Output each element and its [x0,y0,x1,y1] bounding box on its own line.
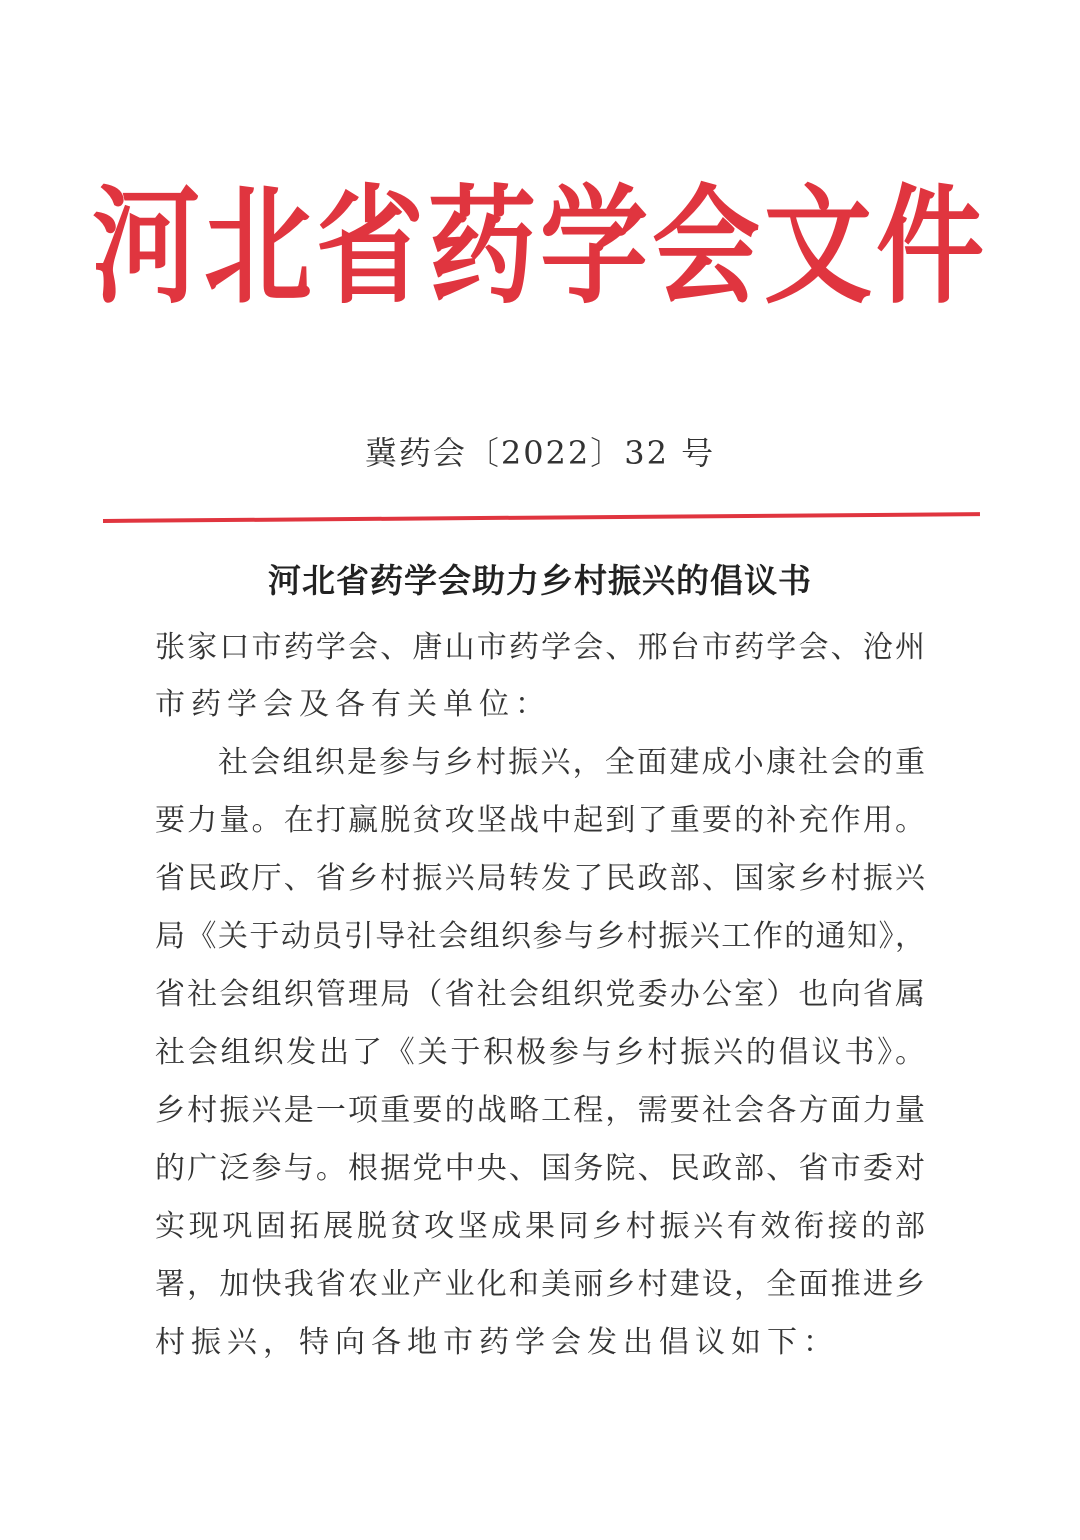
document-title: 河北省药学会助力乡村振兴的倡议书 [268,561,812,600]
document-number: 冀药会〔2022〕32 号 [364,434,716,472]
masthead-title: 河北省药学会文件 [92,171,989,321]
body-line: 市药学会及各有关单位： [155,687,551,722]
red-divider-rule [103,512,980,523]
body-line: 实现巩固拓展脱贫攻坚成果同乡村振兴有效衔接的部 [155,1209,925,1244]
body-line: 署，加快我省农业产业化和美丽乡村建设，全面推进乡 [155,1267,925,1302]
body-line: 的广泛参与。根据党中央、国务院、民政部、省市委对 [155,1151,925,1186]
body-line: 张家口市药学会、唐山市药学会、邢台市药学会、沧州 [155,630,925,665]
body-line: 社会组织发出了《关于积极参与乡村振兴的倡议书》。 [155,1035,925,1070]
body-line: 社会组织是参与乡村振兴，全面建成小康社会的重 [218,745,925,780]
body-line: 省民政厅、省乡村振兴局转发了民政部、国家乡村振兴 [155,861,925,896]
body-line: 乡村振兴是一项重要的战略工程，需要社会各方面力量 [155,1093,925,1128]
body-line: 局《关于动员引导社会组织参与乡村振兴工作的通知》， [155,919,925,954]
body-line: 要力量。在打赢脱贫攻坚战中起到了重要的补充作用。 [155,803,925,838]
body-line: 村振兴，特向各地市药学会发出倡议如下： [155,1325,839,1360]
body-line: 省社会组织管理局（省社会组织党委办公室）也向省属 [155,977,925,1012]
